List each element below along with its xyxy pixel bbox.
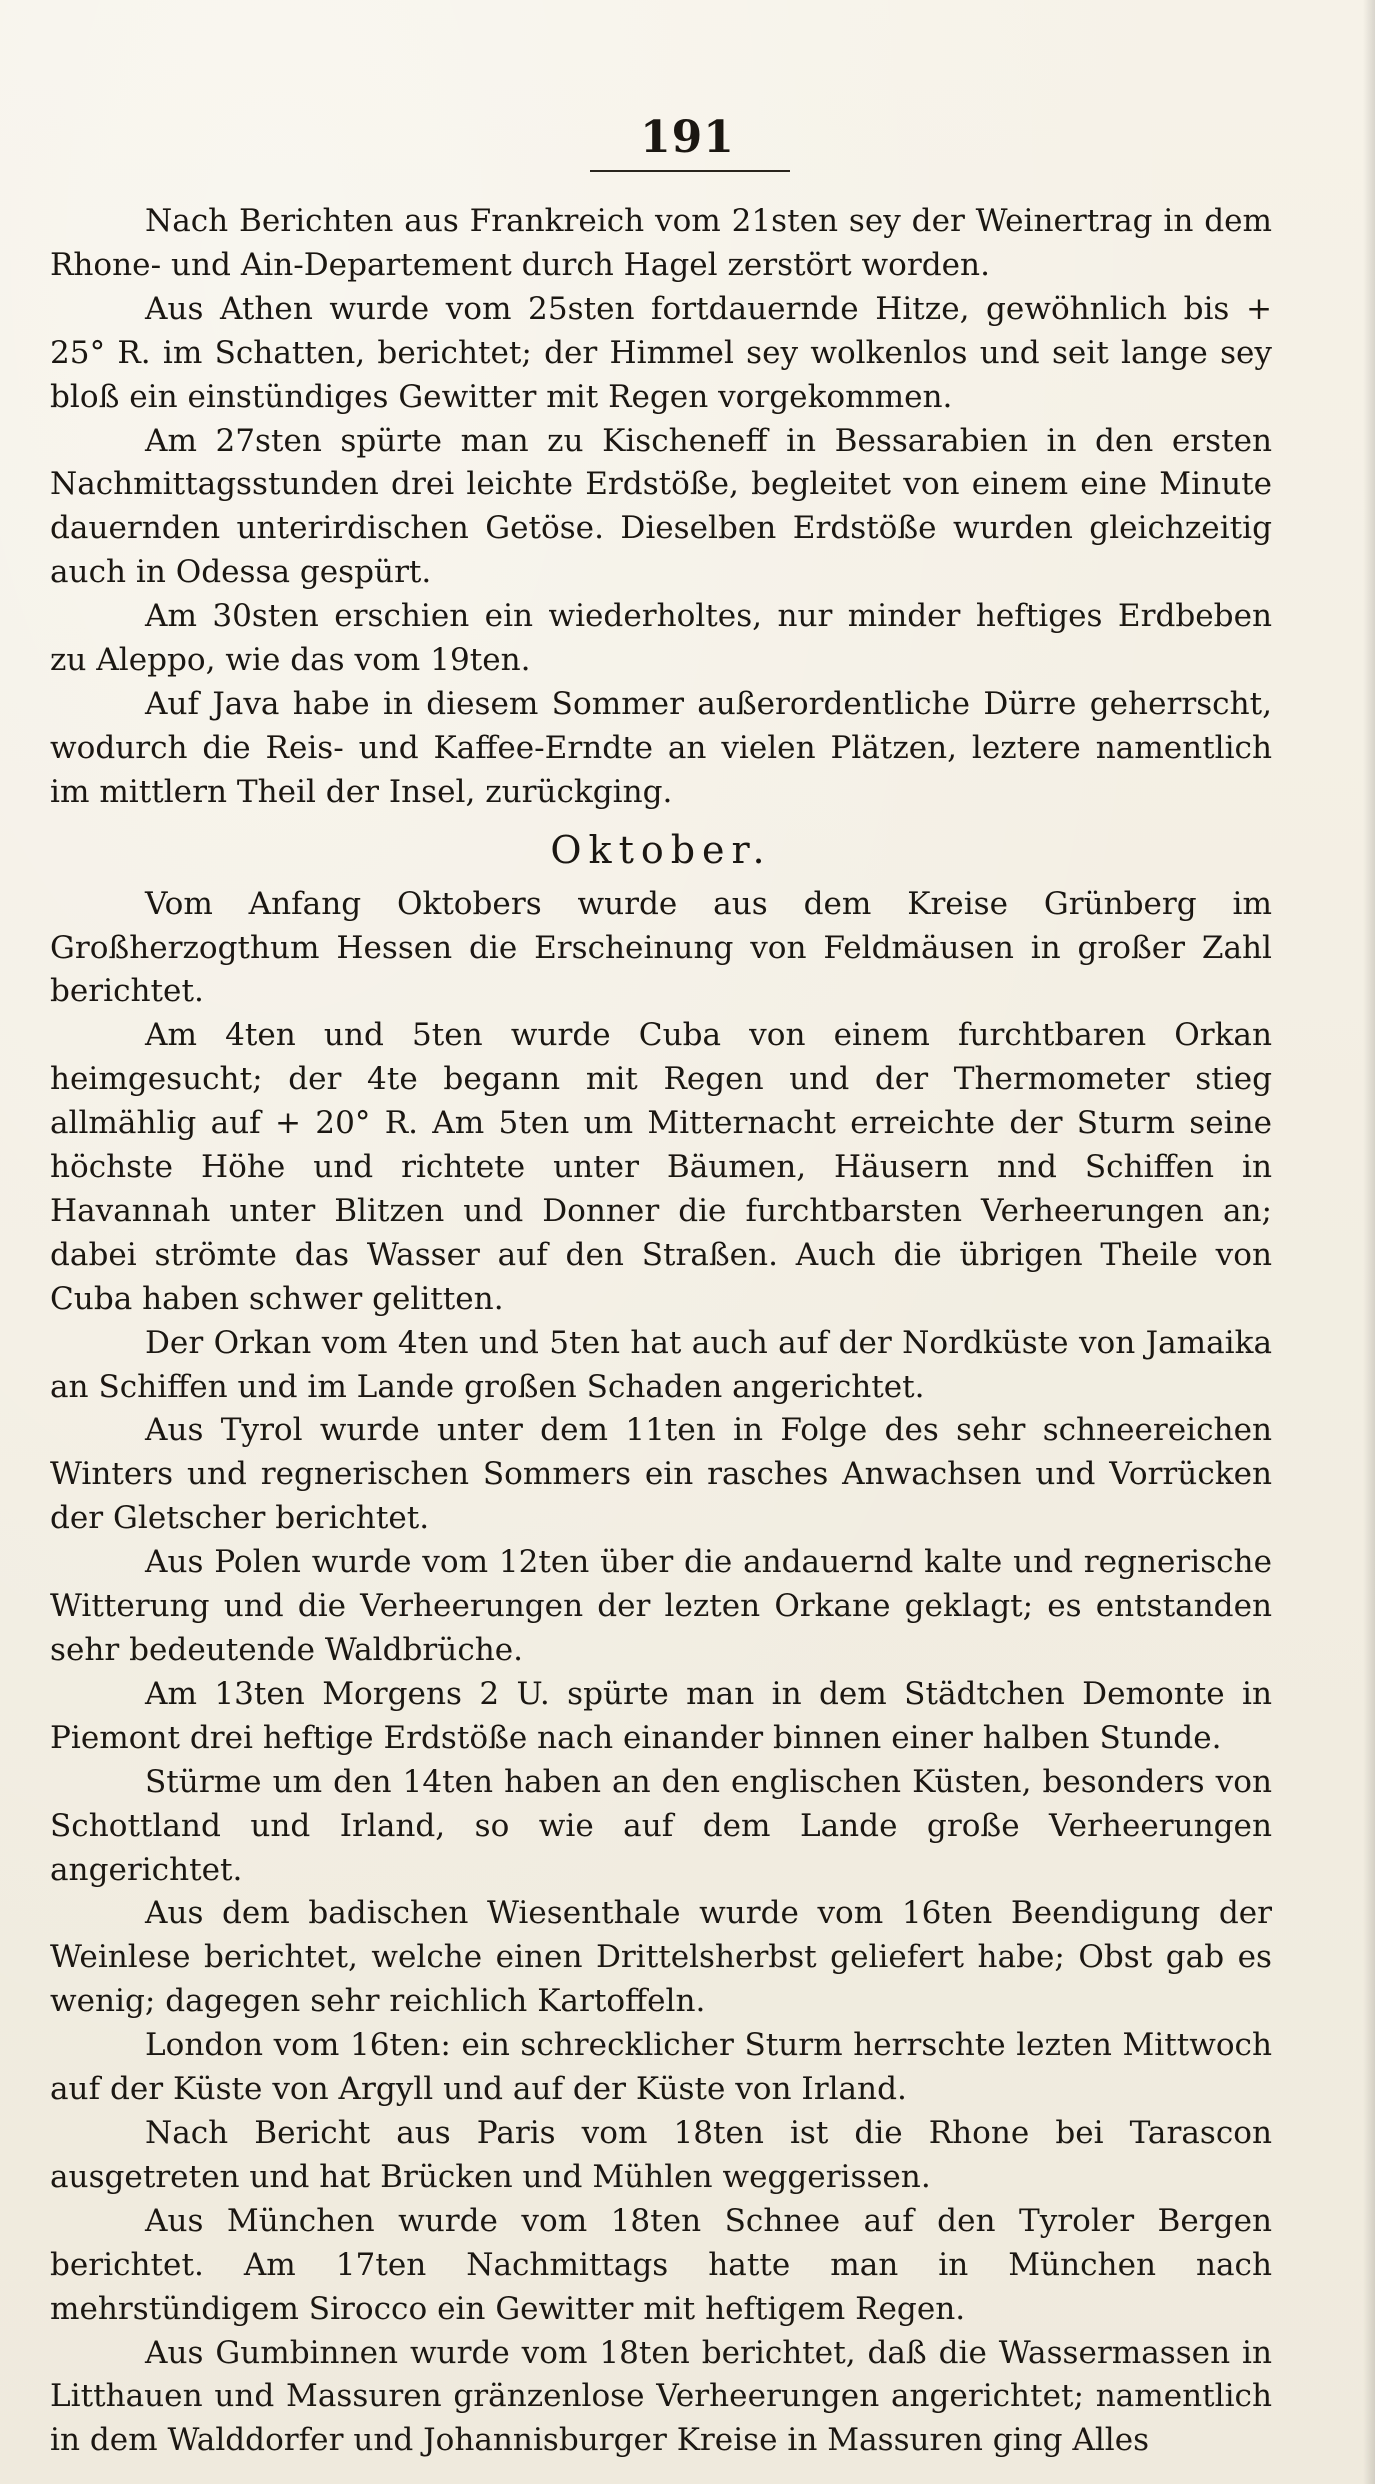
paragraph-cuba-orkan: Am 4ten und 5ten wurde Cuba von einem furchtbaren Orkan heimgesucht; der 4te begann mit Regen und der Thermometer stieg allmählig auf + 20° R. Am 5ten um Mitternacht erreichte der Sturm seine höchste Höhe und richtete unter Bäumen, Häusern nnd Schiffen in Havannah unter Blitzen und Donner die furchtbarsten Verheerungen an; dabei strömte das Wasser auf den Straßen. Auch die übrigen Theile von Cuba haben schwer gelitten. <box>50 1017 1272 1317</box>
paragraph-stuerme: Stürme um den 14ten haben an den englischen Küsten, besonders von Schottland und Irland, so wie auf dem Lande große Verheerungen angerichtet. <box>50 1763 1272 1888</box>
page-edge-shadow <box>1363 0 1375 2484</box>
header-rule <box>590 170 790 172</box>
paragraph-java: Auf Java habe in diesem Sommer außerordentliche Dürre geherrscht, wodurch die Reis- und Kaffee-Erndte an vielen Plätzen, leztere namentlich im mittlern Theil der Insel, zurückging. <box>50 685 1272 810</box>
section-heading-oktober: Oktober. <box>550 827 772 872</box>
paragraph-tarascon: Nach Bericht aus Paris vom 18ten ist die Rhone bei Tarascon ausgetreten und hat Brücken und Mühlen weggerissen. <box>50 2114 1272 2195</box>
paragraph-aleppo: Am 30sten erschien ein wiederholtes, nur minder heftiges Erdbeben zu Aleppo, wie das vom 19ten. <box>50 598 1272 679</box>
paragraph-kischeneff: Am 27sten spürte man zu Kischeneff in Bessarabien in den ersten Nachmittagsstunden drei leichte Erdstöße, begleitet von einem eine Minute dauernden unterirdischen Getöse. Dieselben Erdstöße wurden gleichzeitig auch in Odessa gespürt. <box>50 422 1272 591</box>
paragraph-athen: Aus Athen wurde vom 25sten fortdauernde Hitze, gewöhnlich bis + 25° R. im Schatten, berichtet; der Himmel sey wolkenlos und seit lange sey bloß ein einstündiges Gewitter mit Regen vorgekommen. <box>50 290 1272 415</box>
paragraph-feldmaeuse: Vom Anfang Oktobers wurde aus dem Kreise Grünberg im Großherzogthum Hessen die Erscheinung von Feldmäusen in großer Zahl berichtet. <box>50 885 1272 1010</box>
paragraph-wiesenthal: Aus dem badischen Wiesenthale wurde vom 16ten Beendigung der Weinlese berichtet, welche einen Drittelsherbst geliefert habe; Obst gab es wenig; dagegen sehr reichlich Kartoffeln. <box>50 1895 1272 2020</box>
paragraph-muenchen: Aus München wurde vom 18ten Schnee auf den Tyroler Bergen berichtet. Am 17ten Nachmittags hatte man in München nach mehrstündigem Sirocco ein Gewitter mit heftigem Regen. <box>50 2202 1272 2327</box>
paragraph-london: London vom 16ten: ein schrecklicher Sturm herrschte lezten Mittwoch auf der Küste von Argyll und auf der Küste von Irland. <box>50 2027 1272 2108</box>
paragraph-tyrol-gletscher: Aus Tyrol wurde unter dem 11ten in Folge des sehr schneereichen Winters und regnerischen Sommers ein rasches Anwachsen und Vorrücken der Gletscher berichtet. <box>50 1412 1272 1537</box>
page-body <box>50 200 1272 2463</box>
page-number: 191 <box>640 112 735 163</box>
paragraph-gumbinnen: Aus Gumbinnen wurde vom 18ten berichtet, daß die Wassermassen in Litthauen und Massuren gränzenlose Verheerungen angerichtet; namentlich in dem Walddorfer und Johannisburger Kreise in Massuren ging Alles <box>50 2334 1272 2459</box>
paragraph-jamaika: Der Orkan vom 4ten und 5ten hat auch auf der Nordküste von Jamaika an Schiffen und im Lande großen Schaden angerichtet. <box>50 1324 1272 1405</box>
paragraph-weinertrag: Nach Berichten aus Frankreich vom 21sten sey der Weinertrag in dem Rhone- und Ain-Departement durch Hagel zerstört worden. <box>50 203 1272 283</box>
paragraph-polen: Aus Polen wurde vom 12ten über die andauernd kalte und regnerische Witterung und die Verheerungen der lezten Orkane geklagt; es entstanden sehr bedeutende Waldbrüche. <box>50 1544 1272 1668</box>
paragraph-demonte: Am 13ten Morgens 2 U. spürte man in dem Städtchen Demonte in Piemont drei heftige Erdstöße nach einander binnen einer halben Stunde. <box>50 1675 1272 1756</box>
